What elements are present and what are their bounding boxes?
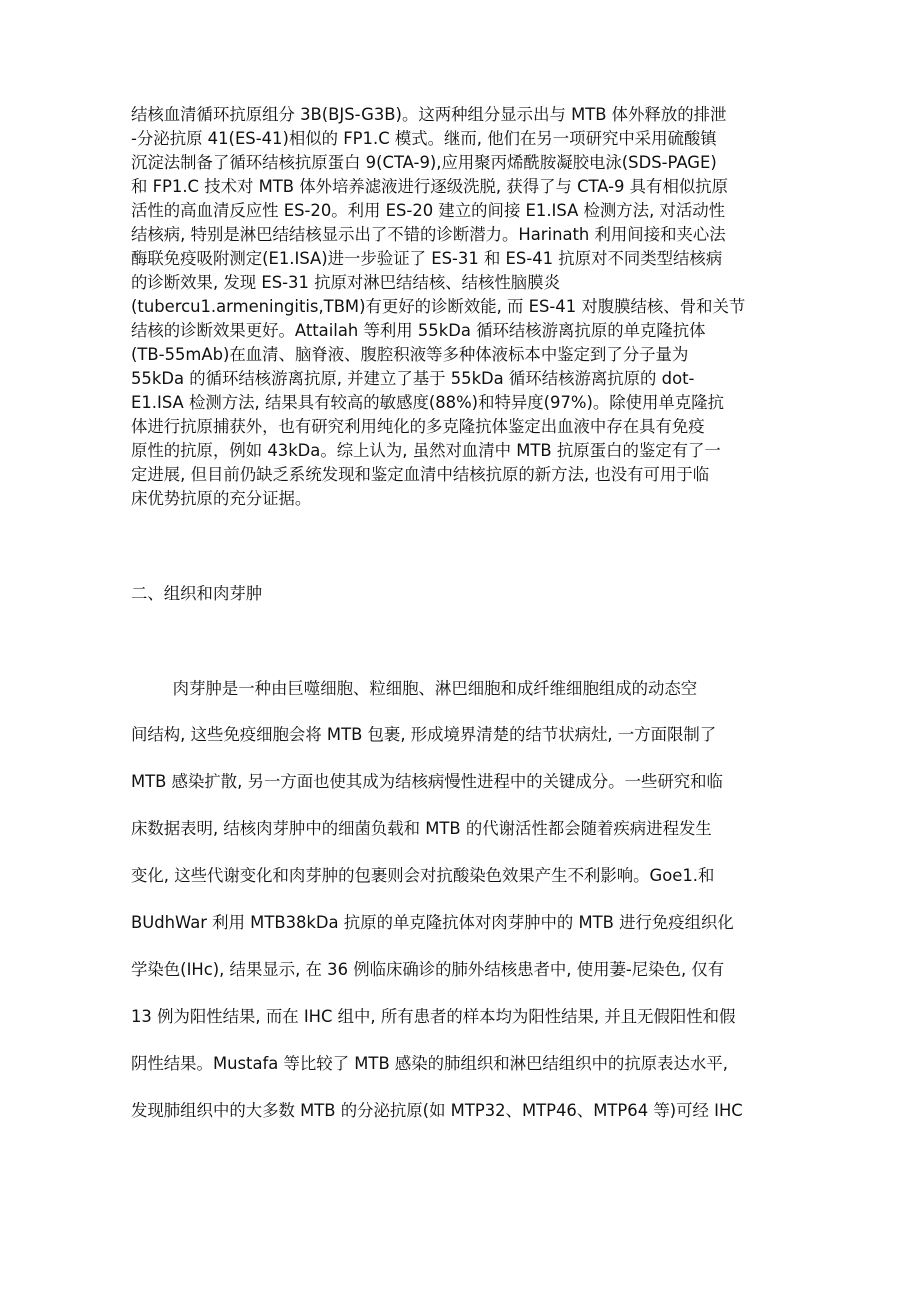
paragraph-1-line: 结核血清循环抗原组分 3B(BJS-G3B)。这两种组分显示出与 MTB 体外释放的排泄 xyxy=(131,105,727,124)
paragraph-2-line: 13 例为阳性结果, 而在 IHC 组中, 所有患者的样本均为阳性结果, 并且无假阳性和假 xyxy=(131,1007,736,1026)
paragraph-1-line: 沉淀法制备了循环结核抗原蛋白 9(CTA-9),应用聚丙烯酰胺凝胶电泳(SDS-PAGE) xyxy=(131,153,717,172)
paragraph-1-line: 结核的诊断效果更好。Attailah 等利用 55kDa 循环结核游离抗原的单克隆抗体 xyxy=(131,321,706,340)
paragraph-1-line: 结核病, 特别是淋巴结结核显示出了不错的诊断潜力。Harinath 利用间接和夹心法 xyxy=(131,225,726,244)
paragraph-2-line: 阴性结果。Mustafa 等比较了 MTB 感染的肺组织和淋巴结组织中的抗原表达水平, xyxy=(131,1054,728,1073)
paragraph-1-line: 酶联免疫吸附测定(E1.ISA)进一步验证了 ES-31 和 ES-41 抗原对不同类型结核病 xyxy=(131,249,723,268)
paragraph-1-line: 55kDa 的循环结核游离抗原, 并建立了基于 55kDa 循环结核游离抗原的 dot- xyxy=(131,369,695,388)
paragraph-1-line: -分泌抗原 41(ES-41)相似的 FP1.C 模式。继而, 他们在另一项研究中采用硫酸镇 xyxy=(131,129,717,148)
paragraph-1-line: 的诊断效果, 发现 ES-31 抗原对淋巴结结核、结核性脑膜炎 xyxy=(131,273,560,292)
paragraph-1-line: (TB-55mAb)在血清、脑脊液、腹腔积液等多种体液标本中鉴定到了分子量为 xyxy=(131,345,689,364)
paragraph-1-line: 和 FP1.C 技术对 MTB 体外培养滤液进行逐级洗脱, 获得了与 CTA-9 具有相似抗原 xyxy=(131,177,729,196)
paragraph-1-line: 体进行抗原捕获外，也有研究利用纯化的多克隆抗体鉴定出血液中存在具有免疫 xyxy=(131,417,705,436)
paragraph-2-line: MTB 感染扩散, 另一方面也使其成为结核病慢性进程中的关键成分。一些研究和临 xyxy=(131,772,723,791)
paragraph-2-line: 变化, 这些代谢变化和肉芽肿的包裹则会对抗酸染色效果产生不利影响。Goe1.和 xyxy=(131,866,715,885)
paragraph-1-line: (tubercu1.armeningitis,TBM)有更好的诊断效能, 而 ES-41 对腹膜结核、骨和关节 xyxy=(131,297,746,316)
paragraph-2-line: 肉芽肿是一种由巨噬细胞、粒细胞、淋巴细胞和成纤维细胞组成的动态空 xyxy=(131,679,698,698)
paragraph-1-line: E1.ISA 检测方法, 结果具有较高的敏感度(88%)和特异度(97%)。除使用单克隆抗 xyxy=(131,393,724,412)
section-heading: 二、组织和肉芽肿 xyxy=(131,584,263,603)
paragraph-2-line: 发现肺组织中的大多数 MTB 的分泌抗原(如 MTP32、MTP46、MTP64 等)可经 IHC xyxy=(131,1101,743,1120)
paragraph-2-line: 间结构, 这些免疫细胞会将 MTB 包裹, 形成境界清楚的结节状病灶, 一方面限制了 xyxy=(131,725,717,744)
paragraph-1-line: 活性的高血清反应性 ES-20。利用 ES-20 建立的间接 E1.ISA 检测方法, 对活动性 xyxy=(131,201,726,220)
paragraph-1-line: 床优势抗原的充分证据。 xyxy=(131,489,312,508)
paragraph-1-line: 定进展, 但目前仍缺乏系统发现和鉴定血清中结核抗原的新方法, 也没有可用于临 xyxy=(131,465,710,484)
paragraph-2-line: BUdhWar 利用 MTB38kDa 抗原的单克隆抗体对肉芽肿中的 MTB 进行免疫组织化 xyxy=(131,913,734,932)
paragraph-2-line: 床数据表明, 结核肉芽肿中的细菌负载和 MTB 的代谢活性都会随着疾病进程发生 xyxy=(131,819,712,838)
paragraph-2-line: 学染色(IHc), 结果显示, 在 36 例临床确诊的肺外结核患者中, 使用萋-尼染色, 仅有 xyxy=(131,960,725,979)
paragraph-1-line: 原性的抗原，例如 43kDa。综上认为, 虽然对血清中 MTB 抗原蛋白的鉴定有了一 xyxy=(131,441,721,460)
